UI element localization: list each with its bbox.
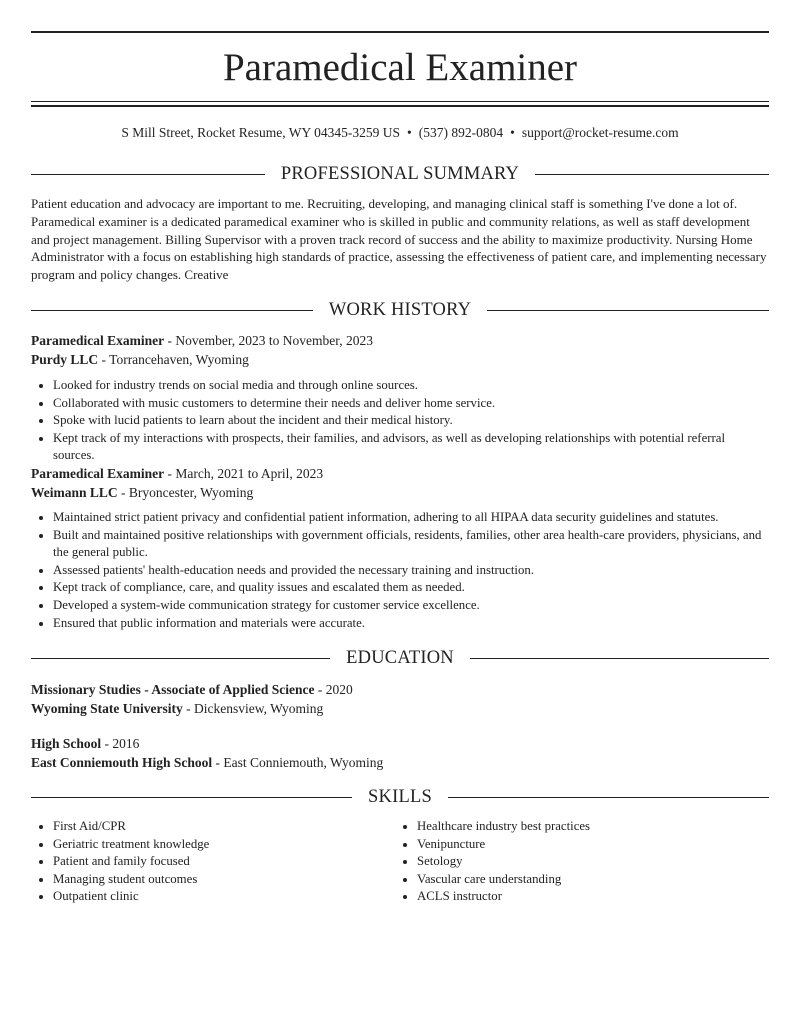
job-location: - Torrancehaven, Wyoming [98,352,249,367]
heading-rule-right [535,174,769,175]
job-title: Paramedical Examiner [31,466,165,481]
contact-separator: • [407,125,412,140]
skill-item: • Managing student outcomes [53,871,391,889]
contact-line [31,124,769,142]
header-double-rule [31,101,769,107]
job-title-line [31,331,769,350]
list-item: • Built and maintained positive relationships with government officials, residents, families, other area health-care providers, physicians, and the general public. [53,527,769,562]
school-location: - East Conniemouth, Wyoming [212,755,384,770]
school-name: Wyoming State University [31,701,183,716]
skill-item: • ACLS instructor [417,888,769,906]
degree-line [31,680,769,699]
job-bullet-list [31,377,769,465]
education-section-heading [31,646,769,670]
list-item: • Kept track of my interactions with prospects, their families, and advisors, as well as developing relationships with potential referral sources. [53,430,769,465]
school-line [31,753,769,772]
skills-heading: SKILLS [368,786,432,807]
degree-name: High School [31,736,102,751]
contact-email[interactable]: support@rocket-resume.com [521,125,679,140]
school-name: East Conniemouth High School [31,755,213,770]
job-title-line [31,464,769,483]
education-heading: EDUCATION [346,647,454,668]
education-entry [31,734,769,772]
list-item: • Developed a system-wide communication strategy for customer service excellence. [53,597,769,615]
work-section-heading [31,298,769,322]
job-company: Purdy LLC [31,352,99,367]
skill-item: • Outpatient clinic [53,888,391,906]
skill-item: • Venipuncture [417,836,769,854]
job-bullet-list [31,509,769,632]
contact-phone: (537) 892-0804 [418,125,504,140]
education-entry [31,680,769,718]
summary-heading: PROFESSIONAL SUMMARY [280,163,520,184]
school-line [31,699,769,718]
skill-item: • First Aid/CPR [53,818,391,836]
heading-rule-left [31,174,265,175]
summary-text: Patient education and advocacy are important to me. Recruiting, developing, and managing clinical staff is something I've done a lot of. Paramedical examiner is a dedicated paramedical examiner who is skilled in public and community relations, as well as staff development and project management. Billing Supervisor with a proven track record of success and the ability to maximize productivity. Nursing Home Administrator with a focus on establishing high standards of practice, assessing the effectiveness of patient care, and implementing necessary program and policy changes. Creative [31,196,767,283]
resume-name-title: Paramedical Examiner [222,46,578,89]
list-item: • Maintained strict patient privacy and confidential patient information, adhering to all HIPAA data security guidelines and statutes. [53,509,769,527]
contact-address: S Mill Street, Rocket Resume, WY 04345-3259 US [121,125,400,140]
job-location: - Bryoncester, Wyoming [117,485,254,500]
heading-rule-left [31,797,352,798]
degree-year: - 2020 [314,682,353,697]
work-heading: WORK HISTORY [328,299,472,320]
job-title: Paramedical Examiner [31,333,165,348]
job-company-line [31,350,769,369]
top-rule [31,31,769,33]
skills-section-heading [31,785,769,809]
skills-list-right [395,818,769,906]
heading-rule-left [31,658,330,659]
job-company: Weimann LLC [31,485,118,500]
skill-item: • Patient and family focused [53,853,391,871]
skill-item: • Setology [417,853,769,871]
list-item: • Ensured that public information and materials were accurate. [53,615,769,633]
skill-item: • Healthcare industry best practices [417,818,769,836]
list-item: • Spoke with lucid patients to learn about the incident and their medical history. [53,412,769,430]
job-dates: - November, 2023 to November, 2023 [164,333,373,348]
skill-item: • Geriatric treatment knowledge [53,836,391,854]
degree-name: Missionary Studies - Associate of Applied Science [31,682,315,697]
list-item: • Collaborated with music customers to determine their needs and deliver home service. [53,395,769,413]
contact-separator: • [510,125,515,140]
heading-rule-right [448,797,769,798]
list-item: • Assessed patients' health-education needs and provided the necessary training and instruction. [53,562,769,580]
summary-section-heading [31,162,769,186]
heading-rule-right [487,310,769,311]
skills-list-left [31,818,391,906]
skill-item: • Vascular care understanding [417,871,769,889]
degree-line [31,734,769,753]
list-item: • Looked for industry trends on social media and through online sources. [53,377,769,395]
degree-year: - 2016 [101,736,140,751]
job-entry [31,331,769,369]
heading-rule-right [470,658,769,659]
list-item: • Kept track of compliance, care, and quality issues and escalated them as needed. [53,579,769,597]
job-dates: - March, 2021 to April, 2023 [164,466,324,481]
school-location: - Dickensview, Wyoming [182,701,324,716]
job-entry [31,464,769,502]
heading-rule-left [31,310,313,311]
job-company-line [31,483,769,502]
